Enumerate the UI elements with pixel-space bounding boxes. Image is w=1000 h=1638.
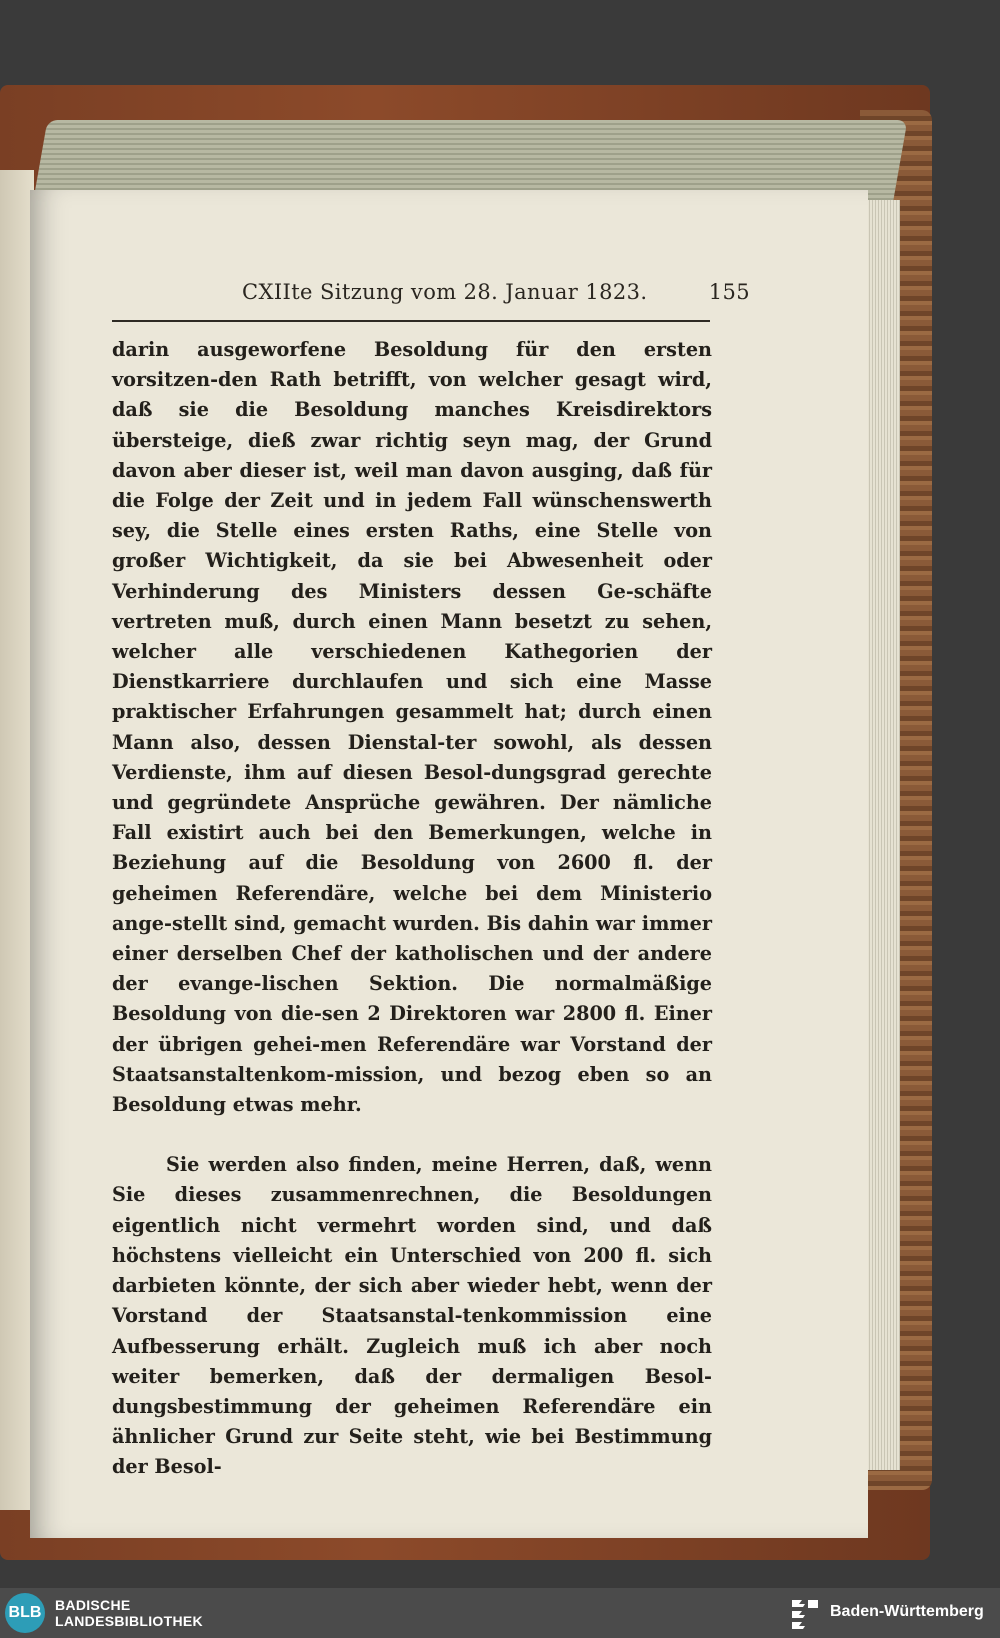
footer-bar (0, 1588, 1000, 1638)
facing-page-edge (0, 170, 34, 1510)
page-body (112, 335, 712, 1483)
library-name-line1: BADISCHE (55, 1597, 131, 1613)
library-name[interactable] (55, 1597, 203, 1629)
blb-logo-text: BLB (8, 1604, 42, 1621)
paragraph: Sie werden also finden, meine Herren, daß, wenn Sie dieses zusammenrechnen, die Besoldungen eigentlich nicht vermehrt worden sind, und daß höchstens vielleicht ein Unterschied von 200 fl. sich darbieten könnte, der sich aber wieder hebt, wenn der Vorstand der Staatsanstal-tenkommission eine Aufbesserung erhält. Zugleich muß ich aber noch weiter bemerken, daß der dermaligen Besol-dungsbestimmung der geheimen Referendäre ein ähnlicher Grund zur Seite steht, wie bei Bestimmung der Besol- (112, 1153, 712, 1479)
book-page (30, 190, 868, 1538)
library-name-line2: LANDESBIBLIOTHEK (55, 1613, 203, 1629)
page-number: 155 (708, 280, 750, 304)
running-head (110, 280, 750, 320)
state-name[interactable]: Baden-Württemberg (830, 1603, 984, 1620)
running-head-title: CXIIte Sitzung vom 28. Januar 1823. (242, 280, 648, 304)
coat-of-arms-icon (788, 1596, 822, 1632)
paragraph: darin ausgeworfene Besoldung für den ersten vorsitzen-den Rath betrifft, von welcher gesagt wird, daß sie die Besoldung manches Kreisdirektors übersteige, dieß zwar richtig seyn mag, der Grund davon aber dieser ist, weil man davon ausging, daß für die Folge der Zeit und in jedem Fall wünschenswerth sey, die Stelle eines ersten Raths, eine Stelle von großer Wichtigkeit, da sie bei Abwesenheit oder Verhinderung des Ministers dessen Ge-schäfte vertreten muß, durch einen Mann besetzt zu sehen, welcher alle verschiedenen Kathegorien der Dienstkarriere durchlaufen und sich eine Masse praktischer Erfahrungen gesammelt hat; durch einen Mann also, dessen Dienstal-ter sowohl, als dessen Verdienste, ihm auf diesen Besol-dungsgrad gerechte und gegründete Ansprüche gewähren. Der nämliche Fall existirt auch bei den Bemerkungen, welche in Beziehung auf die Besoldung von 2600 fl. der geheimen Referendäre, welche bei dem Ministerio ange-stellt sind, gemacht wurden. Bis dahin war immer einer derselben Chef der katholischen und der andere der evange-lischen Sektion. Die normalmäßige Besoldung von die-sen 2 Direktoren war 2800 fl. Einer der übrigen gehei-men Referendäre war Vorstand der Staatsanstaltenkom-mission, und bezog eben so an Besoldung etwas mehr. (112, 338, 712, 1117)
blb-logo[interactable] (5, 1593, 45, 1633)
header-rule (112, 320, 710, 322)
